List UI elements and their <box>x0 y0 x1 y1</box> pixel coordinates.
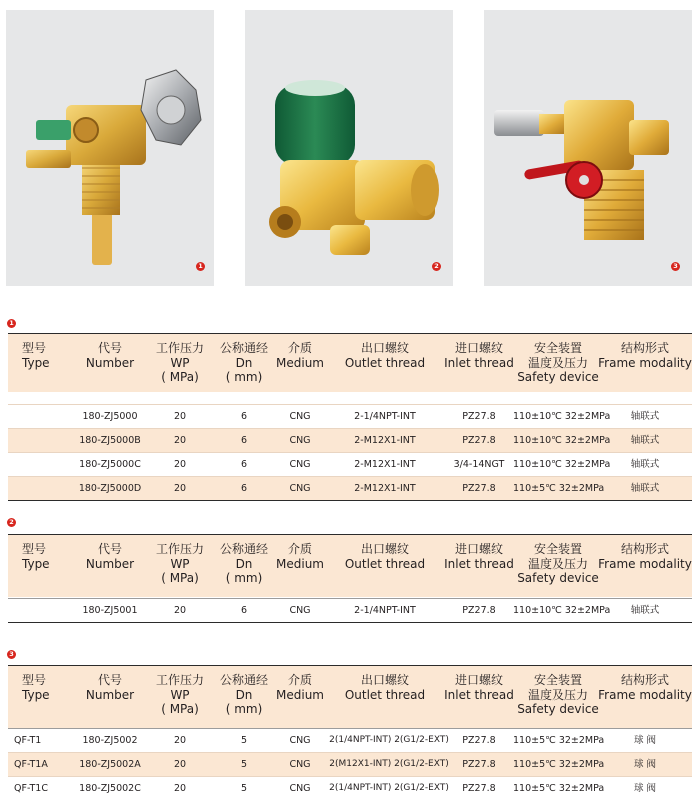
cell-number: 180-ZJ5001 <box>82 605 138 616</box>
table-header <box>8 334 692 392</box>
spec-table-2 <box>8 534 692 623</box>
cell-inlet: PZ27.8 <box>462 483 496 494</box>
table-bottom-rule <box>8 622 692 623</box>
cell-wp: 20 <box>173 435 187 446</box>
cell-wp: 20 <box>173 759 187 770</box>
header-outlet: 出口螺纹 Outlet thread <box>344 341 426 370</box>
cell-inlet: PZ27.8 <box>462 735 496 746</box>
cell-frame: 轴联式 <box>630 435 660 446</box>
cell-outlet: 2-M12X1-INT <box>354 435 416 446</box>
cell-number: 180-ZJ5000C <box>79 459 141 470</box>
cell-medium: CNG <box>289 411 311 422</box>
cell-frame: 轴联式 <box>630 605 660 616</box>
cell-frame: 轴联式 <box>630 483 660 494</box>
spec-table-3 <box>8 665 692 800</box>
cell-number: 180-ZJ5000 <box>82 411 138 422</box>
table-row <box>8 476 692 500</box>
cell-inlet: PZ27.8 <box>462 411 496 422</box>
header-inlet: 进口螺纹 Inlet thread <box>444 542 514 571</box>
valve-3-illustration <box>484 10 692 286</box>
header-wp: 工作压力 WP ( MPa) <box>155 341 204 384</box>
header-dn: 公称通经 Dn ( mm) <box>219 542 268 585</box>
cell-medium: CNG <box>289 735 311 746</box>
table-row <box>8 452 692 476</box>
cell-dn: 6 <box>240 411 248 422</box>
header-inlet: 进口螺纹 Inlet thread <box>444 673 514 702</box>
cell-safety: 110±10℃ 32±2MPa <box>513 411 611 422</box>
cell-safety: 110±5℃ 32±2MPa <box>513 759 605 770</box>
header-outlet: 出口螺纹 Outlet thread <box>344 673 426 702</box>
cell-outlet: 2(1/4NPT-INT) 2(G1/2-EXT) <box>329 735 449 745</box>
cell-wp: 20 <box>173 735 187 746</box>
table-row <box>8 428 692 452</box>
photo-badge-1: 1 <box>196 262 205 271</box>
header-outlet: 出口螺纹 Outlet thread <box>344 542 426 571</box>
header-safety: 安全装置 温度及压力 Safety device <box>517 341 599 384</box>
cell-medium: CNG <box>289 605 311 616</box>
valve-2-illustration <box>245 10 453 286</box>
table-row <box>8 752 692 776</box>
cell-outlet: 2-M12X1-INT <box>354 483 416 494</box>
header-type: 型号 Type <box>22 341 50 370</box>
cell-dn: 6 <box>240 435 248 446</box>
cell-number: 180-ZJ5000D <box>78 483 142 494</box>
cell-frame: 球 阀 <box>633 759 657 770</box>
cell-number: 180-ZJ5002A <box>79 759 141 770</box>
cell-number: 180-ZJ5002C <box>79 783 141 794</box>
cell-dn: 5 <box>240 759 248 770</box>
table-row <box>8 776 692 800</box>
cell-type: QF-T1 <box>14 735 42 746</box>
cell-inlet: PZ27.8 <box>462 759 496 770</box>
photo-badge-2: 2 <box>432 262 441 271</box>
cell-inlet: PZ27.8 <box>462 435 496 446</box>
cell-frame: 轴联式 <box>630 459 660 470</box>
cell-outlet: 2(M12X1-INT) 2(G1/2-EXT) <box>329 759 449 769</box>
table-header <box>8 666 692 728</box>
cell-medium: CNG <box>289 483 311 494</box>
cell-safety: 110±5℃ 32±2MPa <box>513 783 605 794</box>
table-row <box>8 598 692 622</box>
cell-medium: CNG <box>289 783 311 794</box>
cell-outlet: 2-1/4NPT-INT <box>354 605 416 616</box>
table-bottom-rule <box>8 500 692 501</box>
cell-wp: 20 <box>173 783 187 794</box>
cell-dn: 6 <box>240 483 248 494</box>
header-number: 代号 Number <box>85 542 135 571</box>
header-frame: 结构形式 Frame modality <box>598 341 692 370</box>
cell-safety: 110±10℃ 32±2MPa <box>513 459 611 470</box>
cell-type: QF-T1A <box>14 759 48 770</box>
cell-safety: 110±10℃ 32±2MPa <box>513 435 611 446</box>
section-marker-2: 2 <box>7 518 16 527</box>
header-medium: 介质 Medium <box>276 673 324 702</box>
valve-1-illustration <box>6 10 214 286</box>
product-photo-3 <box>484 10 692 286</box>
section-marker-3: 3 <box>7 650 16 659</box>
cell-frame: 轴联式 <box>630 411 660 422</box>
cell-wp: 20 <box>173 483 187 494</box>
cell-wp: 20 <box>173 605 187 616</box>
cell-medium: CNG <box>289 459 311 470</box>
cell-frame: 球 阀 <box>633 783 657 794</box>
header-safety: 安全装置 温度及压力 Safety device <box>517 542 599 585</box>
table-row <box>8 404 692 428</box>
cell-inlet: PZ27.8 <box>462 605 496 616</box>
table-header <box>8 535 692 597</box>
cell-wp: 20 <box>173 459 187 470</box>
cell-outlet: 2-M12X1-INT <box>354 459 416 470</box>
header-wp: 工作压力 WP ( MPa) <box>155 673 204 716</box>
cell-dn: 6 <box>240 605 248 616</box>
cell-number: 180-ZJ5000B <box>79 435 141 446</box>
cell-safety: 110±10℃ 32±2MPa <box>513 605 611 616</box>
header-number: 代号 Number <box>85 341 135 370</box>
cell-medium: CNG <box>289 759 311 770</box>
cell-dn: 6 <box>240 459 248 470</box>
header-dn: 公称通经 Dn ( mm) <box>219 341 268 384</box>
cell-number: 180-ZJ5002 <box>82 735 138 746</box>
header-dn: 公称通经 Dn ( mm) <box>219 673 268 716</box>
section-marker-1: 1 <box>7 319 16 328</box>
cell-frame: 球 阀 <box>633 735 657 746</box>
header-inlet: 进口螺纹 Inlet thread <box>444 341 514 370</box>
cell-outlet: 2(1/4NPT-INT) 2(G1/2-EXT) <box>329 783 449 793</box>
photo-badge-3: 3 <box>671 262 680 271</box>
header-frame: 结构形式 Frame modality <box>598 542 692 571</box>
cell-dn: 5 <box>240 783 248 794</box>
cell-safety: 110±5℃ 32±2MPa <box>513 483 605 494</box>
cell-medium: CNG <box>289 435 311 446</box>
header-medium: 介质 Medium <box>276 341 324 370</box>
product-photo-2 <box>245 10 453 286</box>
header-medium: 介质 Medium <box>276 542 324 571</box>
header-frame: 结构形式 Frame modality <box>598 673 692 702</box>
cell-safety: 110±5℃ 32±2MPa <box>513 735 605 746</box>
table-row <box>8 728 692 752</box>
header-safety: 安全装置 温度及压力 Safety device <box>517 673 599 716</box>
cell-inlet: 3/4-14NGT <box>453 459 505 470</box>
cell-dn: 5 <box>240 735 248 746</box>
header-number: 代号 Number <box>85 673 135 702</box>
header-wp: 工作压力 WP ( MPa) <box>155 542 204 585</box>
header-type: 型号 Type <box>22 542 50 571</box>
product-photo-1 <box>6 10 214 286</box>
spec-table-1 <box>8 333 692 501</box>
header-type: 型号 Type <box>22 673 50 702</box>
cell-inlet: PZ27.8 <box>462 783 496 794</box>
cell-type: QF-T1C <box>14 783 48 794</box>
cell-wp: 20 <box>173 411 187 422</box>
cell-outlet: 2-1/4NPT-INT <box>354 411 416 422</box>
